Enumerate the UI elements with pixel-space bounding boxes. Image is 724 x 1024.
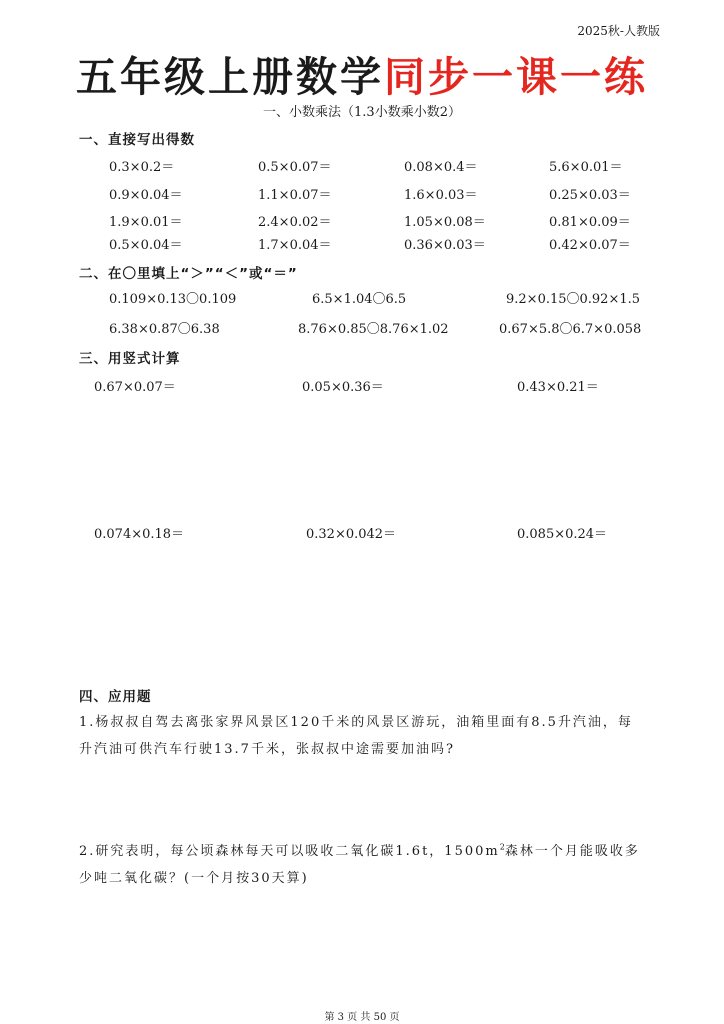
oral-calc-item: 0.5×0.04＝ <box>109 238 183 253</box>
oral-calc-item: 0.42×0.07＝ <box>549 238 631 253</box>
edition-label: 2025秋-人教版 <box>577 24 660 38</box>
oral-calc-item: 1.7×0.04＝ <box>258 238 332 253</box>
vertical-calc-item: 0.67×0.07＝ <box>94 380 176 395</box>
lesson-subtitle: 一、小数乘法（1.3小数乘小数2） <box>263 105 461 120</box>
vertical-calc-item: 0.05×0.36＝ <box>302 380 384 395</box>
page-title <box>0 44 724 103</box>
oral-calc-item: 1.1×0.07＝ <box>258 188 332 203</box>
oral-calc-item: 2.4×0.02＝ <box>258 215 332 230</box>
vertical-calc-item: 0.085×0.24＝ <box>517 527 608 542</box>
page-number-footer: 第 3 页 共 50 页 <box>324 1012 400 1023</box>
oral-calc-item: 0.25×0.03＝ <box>549 188 631 203</box>
word-problem-1: 1.杨叔叔自驾去离张家界风景区120千米的风景区游玩，油箱里面有8.5升汽油，每升汽油可供汽车行驶13.7千米，张叔叔中途需要加油吗? <box>79 715 633 757</box>
word-problem-2-part1: 2.研究表明，每公顷森林每天可以吸收二氧化碳1.6t，1500m <box>79 844 500 859</box>
compare-item: 8.76×0.85〇8.76×1.02 <box>298 322 449 337</box>
oral-calc-item: 1.6×0.03＝ <box>404 188 478 203</box>
compare-item: 6.5×1.04〇6.5 <box>312 292 407 307</box>
vertical-calc-item: 0.32×0.042＝ <box>306 527 397 542</box>
oral-calc-item: 0.36×0.03＝ <box>404 238 486 253</box>
compare-item: 9.2×0.15〇0.92×1.5 <box>506 292 641 307</box>
section2-heading: 二、在〇里填上“＞”“＜”或“＝” <box>79 266 298 282</box>
compare-item: 0.67×5.8〇6.7×0.058 <box>499 322 642 337</box>
vertical-calc-item: 0.074×0.18＝ <box>94 527 185 542</box>
section1-heading: 一、直接写出得数 <box>79 132 195 148</box>
oral-calc-item: 5.6×0.01＝ <box>549 160 623 175</box>
word-problem-2 <box>79 838 647 892</box>
compare-item: 6.38×0.87〇6.38 <box>109 322 220 337</box>
compare-item: 0.109×0.13〇0.109 <box>109 292 237 307</box>
vertical-calc-item: 0.43×0.21＝ <box>517 380 599 395</box>
oral-calc-item: 0.81×0.09＝ <box>549 215 631 230</box>
oral-calc-item: 1.9×0.01＝ <box>109 215 183 230</box>
oral-calc-item: 1.05×0.08＝ <box>404 215 486 230</box>
superscript-2: 2 <box>499 842 505 852</box>
section4-heading: 四、应用题 <box>79 689 152 705</box>
oral-calc-item: 0.3×0.2＝ <box>109 160 175 175</box>
word-problem-2-part2: 森林一个月能吸收多少吨二氧化碳？(一个月按30天算) <box>79 844 640 886</box>
oral-calc-item: 0.08×0.4＝ <box>404 160 478 175</box>
oral-calc-item: 0.5×0.07＝ <box>258 160 332 175</box>
title-black-part: 五年级上册数学 <box>76 53 384 101</box>
title-red-part: 同步一课一练 <box>384 53 648 101</box>
oral-calc-item: 0.9×0.04＝ <box>109 188 183 203</box>
section3-heading: 三、用竖式计算 <box>79 351 181 367</box>
